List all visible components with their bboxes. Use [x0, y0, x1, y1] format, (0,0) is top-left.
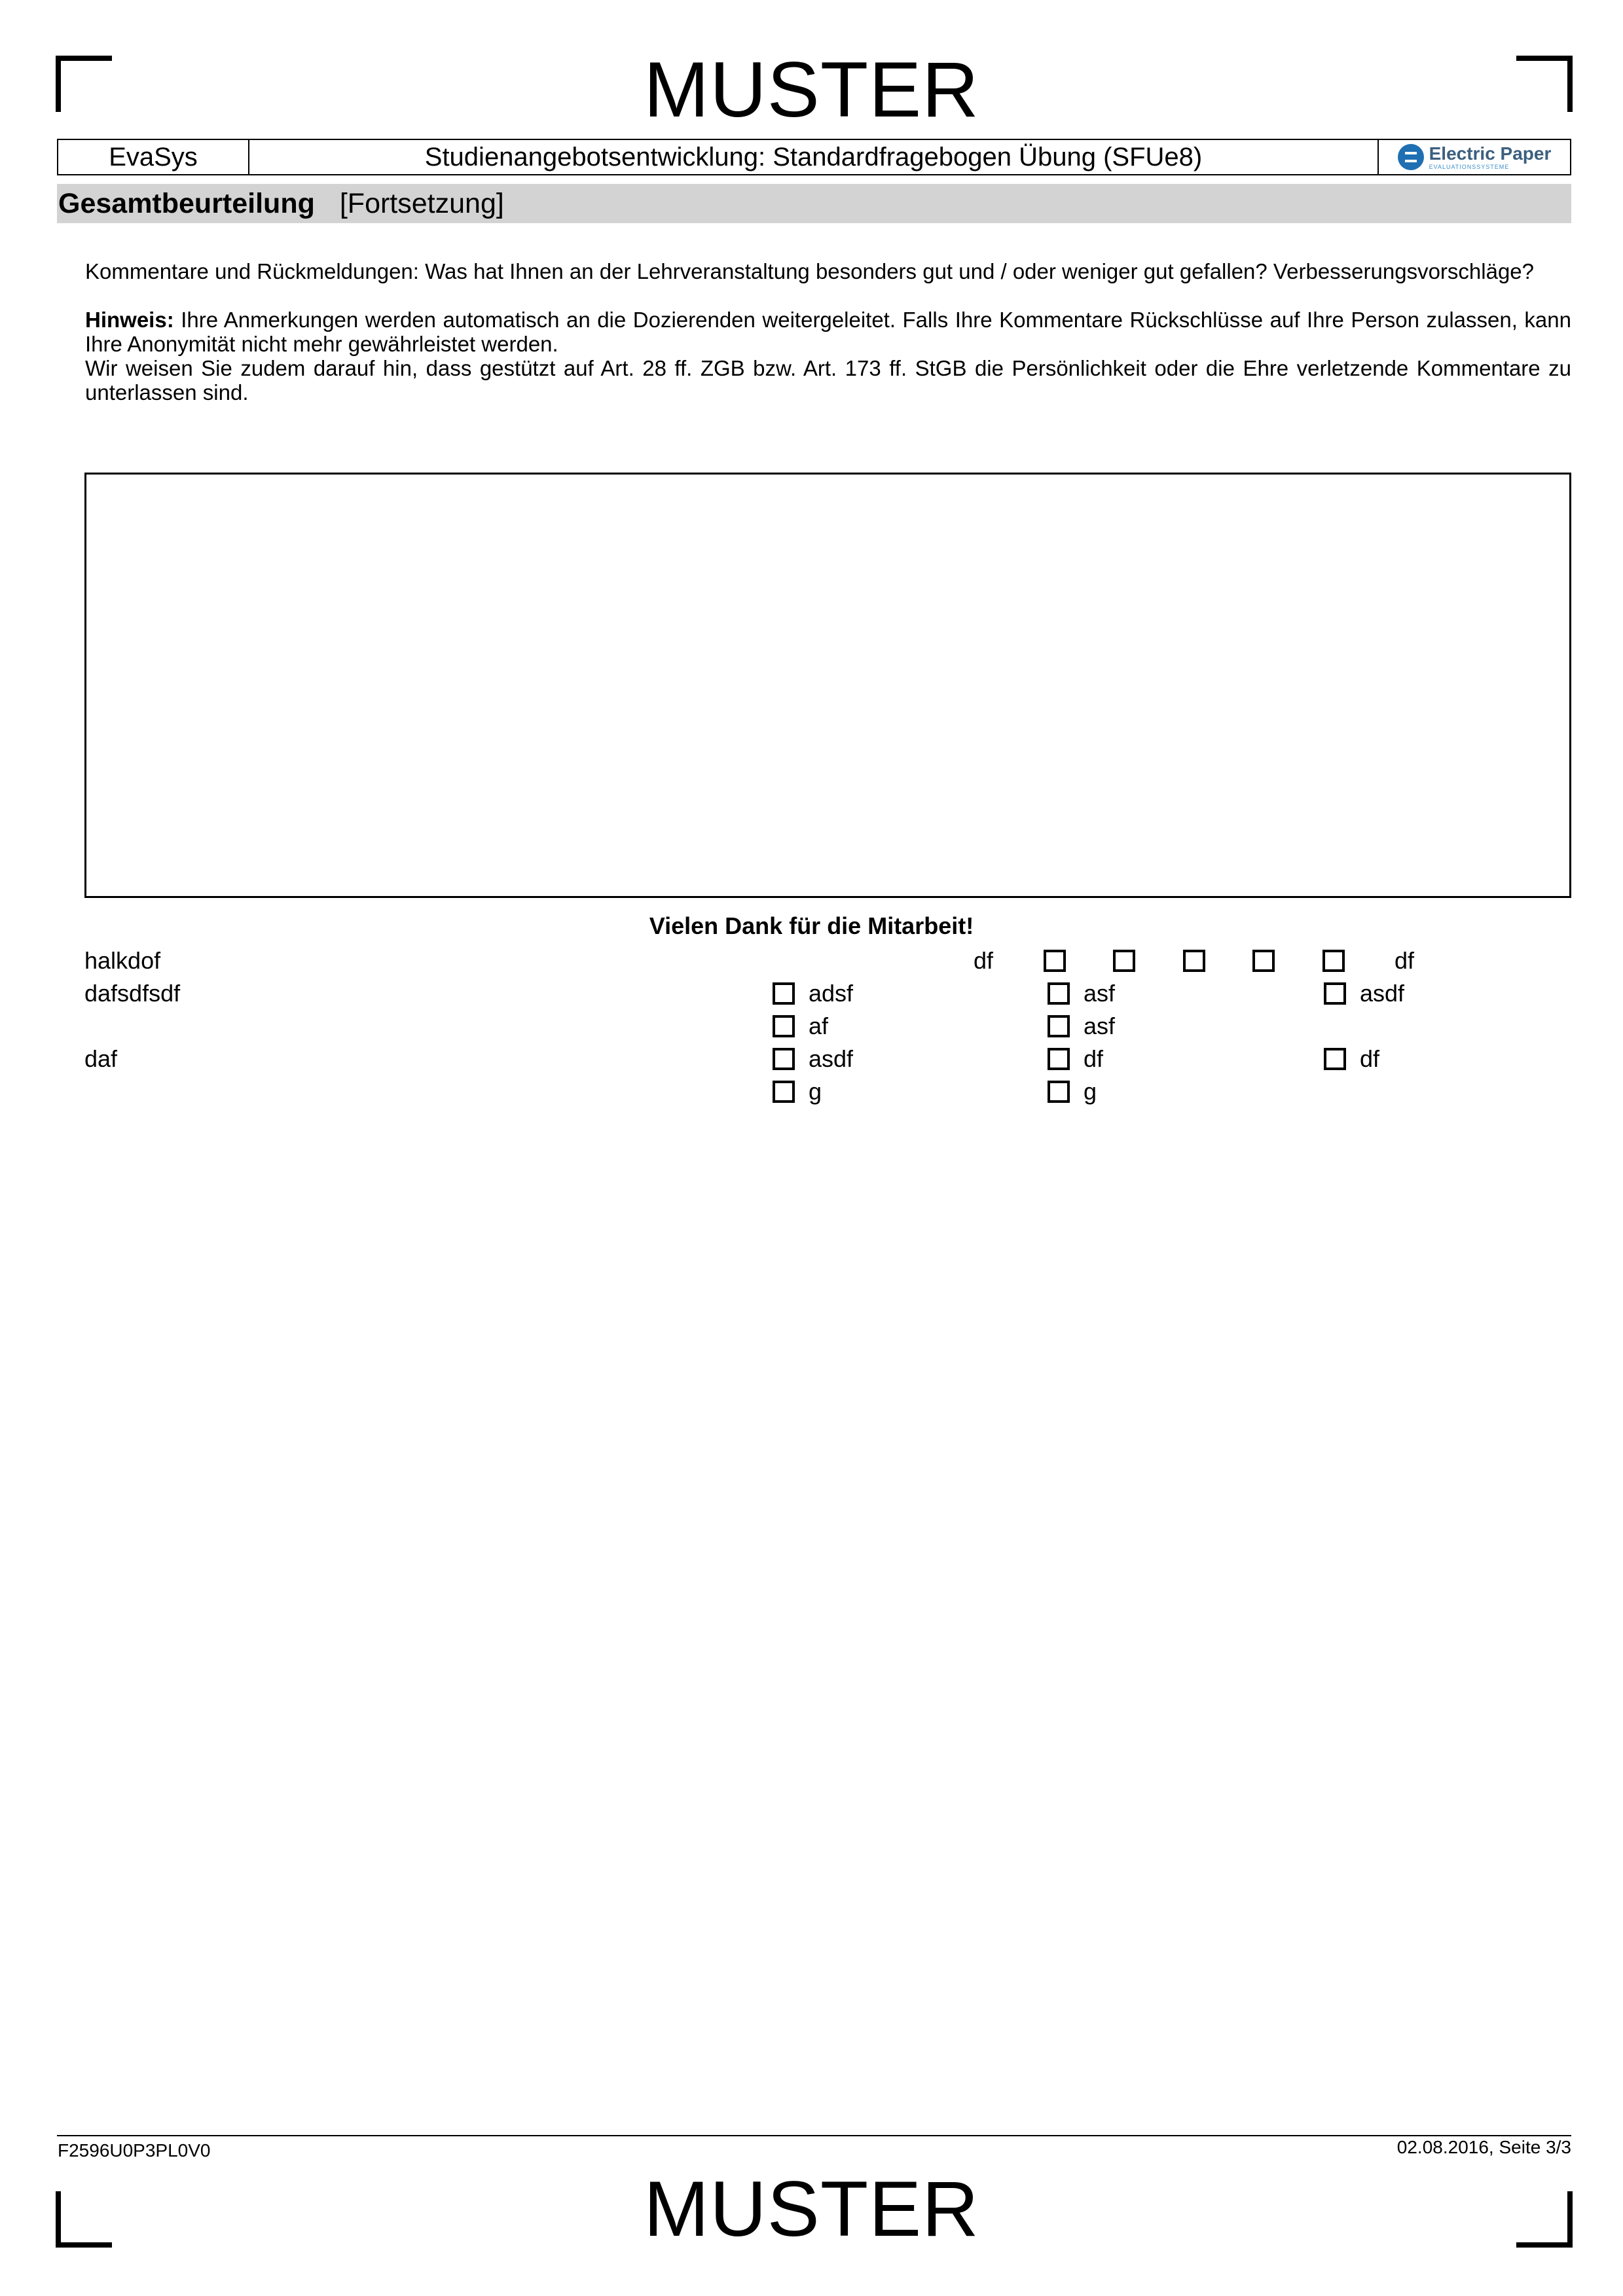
option-checkbox[interactable] [1324, 1048, 1346, 1070]
scale-checkbox-3[interactable] [1183, 950, 1205, 972]
form-header [57, 139, 1571, 175]
scale-checkbox-4[interactable] [1252, 950, 1275, 972]
scale-checkbox-5[interactable] [1322, 950, 1345, 972]
option-label: g [809, 1078, 822, 1105]
option-checkbox[interactable] [1048, 1015, 1070, 1037]
hint-text [85, 308, 1571, 404]
scale-checkbox-2[interactable] [1113, 950, 1135, 972]
option-label: g [1084, 1078, 1097, 1105]
hint-label: Hinweis: [85, 308, 174, 332]
logo-icon [1398, 144, 1424, 170]
form-id: F2596U0P3PL0V0 [58, 2140, 211, 2161]
option-checkbox[interactable] [773, 982, 795, 1005]
option-label: adsf [809, 980, 854, 1007]
option-label: asdf [1360, 980, 1405, 1007]
footer-divider [57, 2135, 1571, 2136]
section-title: Gesamtbeurteilung [58, 187, 315, 219]
comment-question: Kommentare und Rückmeldungen: Was hat Ihnen an der Lehrveranstaltung besonders gut und / oder weniger gut gefallen? Verbesserungsvorschläge? [85, 259, 1535, 283]
watermark-bottom: MUSTER [644, 2165, 979, 2253]
electric-paper-logo [1379, 140, 1570, 174]
system-name: EvaSys [58, 140, 249, 174]
option-checkbox[interactable] [773, 1015, 795, 1037]
option-checkbox[interactable] [1048, 1081, 1070, 1103]
comment-textbox[interactable] [84, 473, 1571, 898]
hint-line-1: Ihre Anmerkungen werden automatisch an die Dozierenden weitergeleitet. Falls Ihre Kommentare Rückschlüsse auf Ihre Person zulassen, kann Ihre Anonymität nicht mehr gewährleistet werden. [85, 308, 1571, 356]
option-checkbox[interactable] [1048, 982, 1070, 1005]
option-label: asf [1084, 980, 1116, 1007]
form-title: Studienangebotsentwicklung: Standardfragebogen Übung (SFUe8) [249, 140, 1379, 174]
date-page: 02.08.2016, Seite 3/3 [1396, 2137, 1571, 2157]
logo-sub-text: EVALUATIONSSYSTEME [1429, 163, 1510, 170]
option-checkbox[interactable] [1048, 1048, 1070, 1070]
hint-line-2: Wir weisen Sie zudem darauf hin, dass gestützt auf Art. 28 ff. ZGB bzw. Art. 173 ff. StGB die Persönlichkeit oder die Ehre verletzende Kommentare zu unterlassen sind. [85, 356, 1571, 404]
logo-main-text: Electric Paper [1429, 143, 1552, 164]
thanks-message: Vielen Dank für die Mitarbeit! [649, 912, 974, 939]
item-label: daf [84, 1045, 118, 1072]
item-label: dafsdfsdf [84, 980, 181, 1007]
section-subtitle: [Fortsetzung] [339, 187, 504, 219]
option-label: af [809, 1013, 829, 1039]
item-label: halkdof [84, 947, 161, 974]
option-label: asdf [809, 1045, 854, 1072]
option-label: asf [1084, 1013, 1116, 1039]
section-heading [57, 184, 1571, 223]
scale-right-label: df [1395, 947, 1415, 974]
option-label: df [1084, 1045, 1104, 1072]
watermark-top: MUSTER [644, 46, 979, 134]
option-checkbox[interactable] [773, 1081, 795, 1103]
option-checkbox[interactable] [1324, 982, 1346, 1005]
scale-left-label: df [974, 947, 994, 974]
option-checkbox[interactable] [773, 1048, 795, 1070]
scale-checkbox-1[interactable] [1044, 950, 1066, 972]
option-label: df [1360, 1045, 1380, 1072]
